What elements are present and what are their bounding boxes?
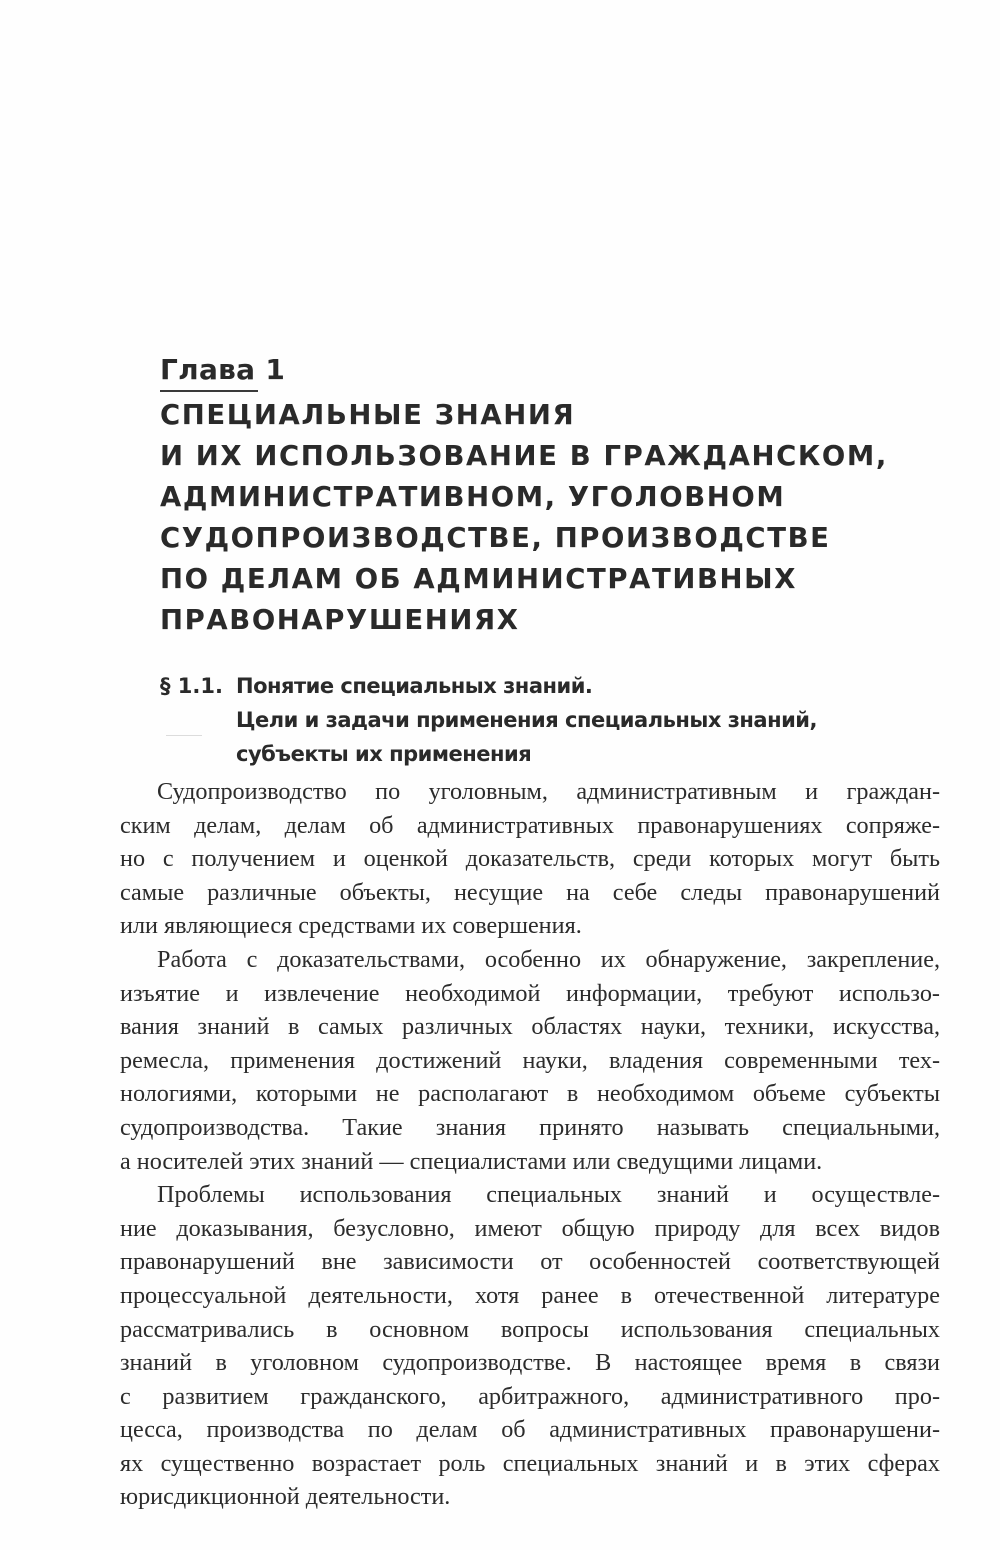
text-line: а носителей этих знаний — специалистами или сведущими лицами. bbox=[120, 1147, 823, 1175]
text-line: ским делам, делам об административных правонарушениях сопряже- bbox=[120, 811, 940, 839]
text-line: правонарушений вне зависимости от особенностей соответствующей bbox=[120, 1248, 940, 1276]
faint-scan-mark bbox=[166, 735, 202, 736]
text-line: или являющиеся средствами их совершения. bbox=[120, 912, 582, 940]
text-line: ние доказывания, безусловно, имеют общую природу для всех видов bbox=[120, 1214, 940, 1242]
chapter-label: Глава 1 bbox=[160, 353, 286, 386]
text-line: цесса, производства по делам об административных правонарушени- bbox=[120, 1416, 940, 1444]
paragraph bbox=[120, 943, 940, 1178]
text-line: Судопроизводство по уголовным, административным и граждан- bbox=[157, 778, 940, 805]
text-line: нологиями, которыми не располагают в необходимом объеме субъекты bbox=[120, 1080, 940, 1108]
chapter-title-line: ПРАВОНАРУШЕНИЯХ bbox=[160, 604, 520, 636]
section-title bbox=[236, 669, 936, 771]
text-line: судопроизводства. Такие знания принято называть специальными, bbox=[120, 1113, 940, 1141]
text-line: изъятие и извлечение необходимой информации, требуют использо- bbox=[120, 979, 940, 1007]
body-text bbox=[120, 775, 940, 1514]
section-number: § 1.1. bbox=[160, 674, 223, 698]
chapter-title-line: СПЕЦИАЛЬНЫЕ ЗНАНИЯ bbox=[160, 399, 576, 431]
text-line: но с получением и оценкой доказательств, среди которых могут быть bbox=[120, 845, 940, 873]
text-line: самые различные объекты, несущие на себе следы правонарушений bbox=[120, 878, 940, 906]
paragraph bbox=[120, 1178, 940, 1514]
chapter-title-line: АДМИНИСТРАТИВНОМ, УГОЛОВНОМ bbox=[160, 481, 786, 513]
paragraph bbox=[120, 775, 940, 943]
chapter-title-line: ПО ДЕЛАМ ОБ АДМИНИСТРАТИВНЫХ bbox=[160, 563, 798, 595]
text-line: с развитием гражданского, арбитражного, административного про- bbox=[120, 1382, 940, 1410]
chapter-title-line: СУДОПРОИЗВОДСТВЕ, ПРОИЗВОДСТВЕ bbox=[160, 522, 831, 554]
chapter-title-line: И ИХ ИСПОЛЬЗОВАНИЕ В ГРАЖДАНСКОМ, bbox=[160, 440, 888, 472]
text-line: Работа с доказательствами, особенно их обнаружение, закрепление, bbox=[157, 945, 940, 973]
chapter-label-underline bbox=[160, 390, 258, 392]
text-line: рассматривались в основном вопросы использования специальных bbox=[120, 1315, 940, 1343]
section-title-line: Понятие специальных знаний. bbox=[236, 674, 593, 698]
section-title-line: субъекты их применения bbox=[236, 742, 532, 766]
text-line: вания знаний в самых различных областях науки, техники, искусства, bbox=[120, 1013, 940, 1041]
text-line: юрисдикционной деятельности. bbox=[120, 1483, 451, 1511]
section-title-line: Цели и задачи применения специальных знаний, bbox=[236, 708, 818, 732]
chapter-title bbox=[160, 395, 960, 641]
text-line: ях существенно возрастает роль специальных знаний и в этих сферах bbox=[120, 1449, 940, 1477]
text-line: ремесла, применения достижений науки, владения современными тех- bbox=[120, 1046, 940, 1074]
text-line: процессуальной деятельности, хотя ранее в отечественной литературе bbox=[120, 1281, 940, 1309]
text-line: Проблемы использования специальных знаний и осуществле- bbox=[157, 1181, 940, 1209]
text-line: знаний в уголовном судопроизводстве. В настоящее время в связи bbox=[120, 1349, 940, 1377]
